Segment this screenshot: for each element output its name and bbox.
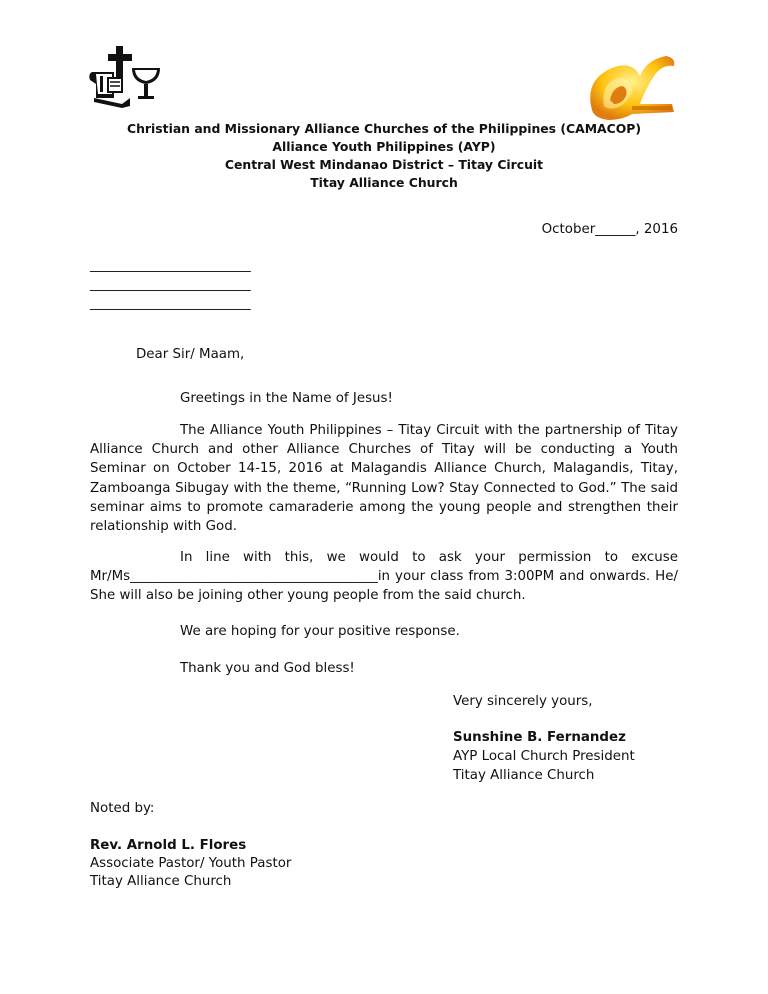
valediction: Very sincerely yours, [453, 694, 593, 709]
signer-name: Sunshine B. Fernandez [453, 730, 626, 745]
pastor-church: Titay Alliance Church [90, 874, 232, 889]
letterhead [90, 120, 678, 192]
letterhead-line-church: Titay Alliance Church [310, 175, 458, 190]
signature-block [453, 728, 635, 785]
body-paragraph-3: We are hoping for your positive response. [180, 624, 460, 639]
letterhead-line-youth: Alliance Youth Philippines (AYP) [272, 139, 496, 154]
address-block [90, 256, 251, 313]
signer-title: AYP Local Church President [453, 749, 635, 764]
address-blank-line: ________________________ [90, 277, 251, 292]
salutation: Dear Sir/ Maam, [136, 347, 245, 362]
ayp-swirl-logo-icon [582, 50, 678, 130]
body-paragraph-1: The Alliance Youth Philippines – Titay Circuit with the partnership of Titay Alliance Church and other Alliance Churches of Titay will be conducting a Youth Seminar on October 14-15, 2016 at Malagandis Alliance Church, Malagandis, Titay, Zamboanga Sibugay with the theme, “Running Low? Stay Connected to God.” The said seminar aims to promote camaraderie among the young people and strengthen their relationship with God. [90, 423, 678, 535]
greeting-paragraph: Greetings in the Name of Jesus! [180, 391, 393, 406]
address-blank-line: ________________________ [90, 296, 251, 311]
pastor-name: Rev. Arnold L. Flores [90, 838, 247, 853]
letterhead-line-district: Central West Mindanao District – Titay Circuit [224, 157, 544, 172]
letter-date: October______, 2016 [541, 222, 678, 237]
noted-by-label: Noted by: [90, 801, 155, 816]
camacop-cross-logo-icon [86, 44, 162, 108]
body-paragraph-4: Thank you and God bless! [180, 661, 355, 676]
body-paragraph-2: In line with this, we would to ask your permission to excuse Mr/Ms_____________________________________in your class from 3:00PM and onwards. He/ She will also be joining other young people from the said church. [90, 550, 678, 604]
address-blank-line: ________________________ [90, 258, 251, 273]
signer-church: Titay Alliance Church [453, 768, 595, 783]
letterhead-line-organization: Christian and Missionary Alliance Churches of the Philippines (CAMACOP) [127, 121, 641, 136]
noted-by-block [90, 837, 291, 891]
pastor-title: Associate Pastor/ Youth Pastor [90, 856, 292, 871]
